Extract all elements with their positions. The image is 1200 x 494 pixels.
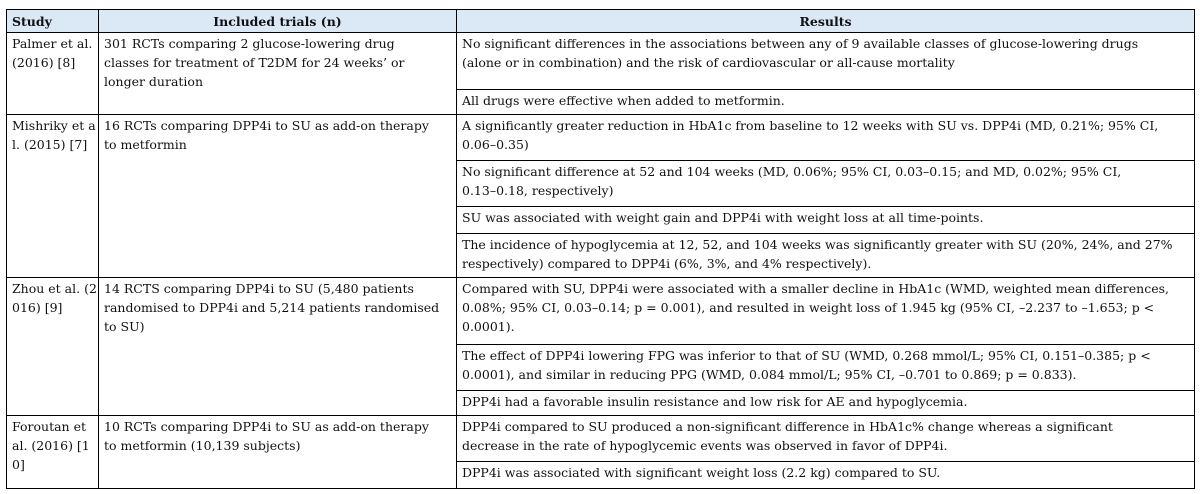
result-line: SU was associated with weight gain and DPP4i with weight loss at all time-points.	[462, 210, 984, 225]
trials-line: 14 RCTS comparing DPP4i to SU (5,480 patients	[104, 281, 414, 296]
result-line: All drugs were effective when added to metformin.	[462, 93, 785, 108]
result-line: DPP4i compared to SU produced a non-significant difference in HbA1c% change whereas a significant	[462, 419, 1113, 434]
result-line: 0.08%; 95% CI, 0.03–0.14; p = 0.001), and resulted in weight loss of 1.945 kg (95% CI, –2.237 to –1.653; p <	[462, 300, 1155, 315]
trials-line: to SU)	[104, 319, 145, 334]
result-line: DPP4i was associated with significant weight loss (2.2 kg) compared to SU.	[462, 465, 941, 480]
result-cell	[457, 345, 1195, 391]
trials-line: to metformin	[104, 137, 187, 152]
study-cell: Foroutan et al. (2016) [10]	[7, 416, 99, 489]
table-row	[7, 115, 1195, 161]
result-line: decrease in the rate of hypoglycemic events was observed in favor of DPP4i.	[462, 438, 948, 453]
result-line: 0.13–0.18, respectively)	[462, 183, 614, 198]
result-cell	[457, 161, 1195, 207]
trials-line: randomised to DPP4i and 5,214 patients randomised	[104, 300, 440, 315]
result-cell	[457, 207, 1195, 234]
result-line: A significantly greater reduction in HbA1c from baseline to 12 weeks with SU vs. DPP4i (MD, 0.21%; 95% CI,	[462, 118, 1159, 133]
header-results: Results	[457, 10, 1195, 33]
trials-line: 10 RCTs comparing DPP4i to SU as add-on therapy	[104, 419, 429, 434]
result-cell	[457, 234, 1195, 278]
result-line: (alone or in combination) and the risk of cardiovascular or all-cause mortality	[462, 55, 955, 70]
result-cell	[457, 462, 1195, 489]
header-study: Study	[7, 10, 99, 33]
result-line: DPP4i had a favorable insulin resistance and low risk for AE and hypoglycemia.	[462, 394, 968, 409]
trials-cell	[99, 278, 457, 416]
study-cell: Palmer et al. (2016) [8]	[7, 33, 99, 115]
trials-cell	[99, 416, 457, 489]
trials-line: classes for treatment of T2DM for 24 weeks’ or	[104, 55, 405, 70]
result-cell	[457, 33, 1195, 90]
result-line: No significant difference at 52 and 104 weeks (MD, 0.06%; 95% CI, 0.03–0.15; and MD, 0.02%; 95% CI,	[462, 164, 1122, 179]
result-line: The effect of DPP4i lowering FPG was inferior to that of SU (WMD, 0.268 mmol/L; 95% CI, 0.151–0.385; p <	[462, 348, 1151, 363]
trials-line: longer duration	[104, 74, 203, 89]
trials-line: to metformin (10,139 subjects)	[104, 438, 301, 453]
results-table	[6, 9, 1195, 489]
result-cell	[457, 90, 1195, 115]
result-cell	[457, 115, 1195, 161]
trials-cell	[99, 33, 457, 115]
table-row	[7, 278, 1195, 345]
result-line: The incidence of hypoglycemia at 12, 52, and 104 weeks was significantly greater with SU (20%, 24%, and 27%	[462, 237, 1173, 252]
result-line: respectively) compared to DPP4i (6%, 3%, and 4% respectively).	[462, 256, 872, 271]
header-trials: Included trials (n)	[99, 10, 457, 33]
result-line: No significant differences in the associations between any of 9 available classes of glucose-lowering drugs	[462, 36, 1139, 51]
trials-line: 16 RCTs comparing DPP4i to SU as add-on therapy	[104, 118, 429, 133]
result-cell	[457, 278, 1195, 345]
result-line: Compared with SU, DPP4i were associated with a smaller decline in HbA1c (WMD, weighted mean differences,	[462, 281, 1169, 296]
result-line: 0.06–0.35)	[462, 137, 529, 152]
trials-cell	[99, 115, 457, 278]
result-line: 0.0001).	[462, 319, 515, 334]
result-cell	[457, 391, 1195, 416]
trials-line: 301 RCTs comparing 2 glucose-lowering drug	[104, 36, 395, 51]
header-row	[7, 10, 1195, 33]
result-line: 0.0001), and similar in reducing PPG (WMD, 0.084 mmol/L; 95% CI, –0.701 to 0.869; p = 0.833).	[462, 367, 1077, 382]
table-row	[7, 416, 1195, 462]
table-row	[7, 33, 1195, 90]
study-cell: Mishriky et al. (2015) [7]	[7, 115, 99, 278]
result-cell	[457, 416, 1195, 462]
study-cell: Zhou et al. (2016) [9]	[7, 278, 99, 416]
